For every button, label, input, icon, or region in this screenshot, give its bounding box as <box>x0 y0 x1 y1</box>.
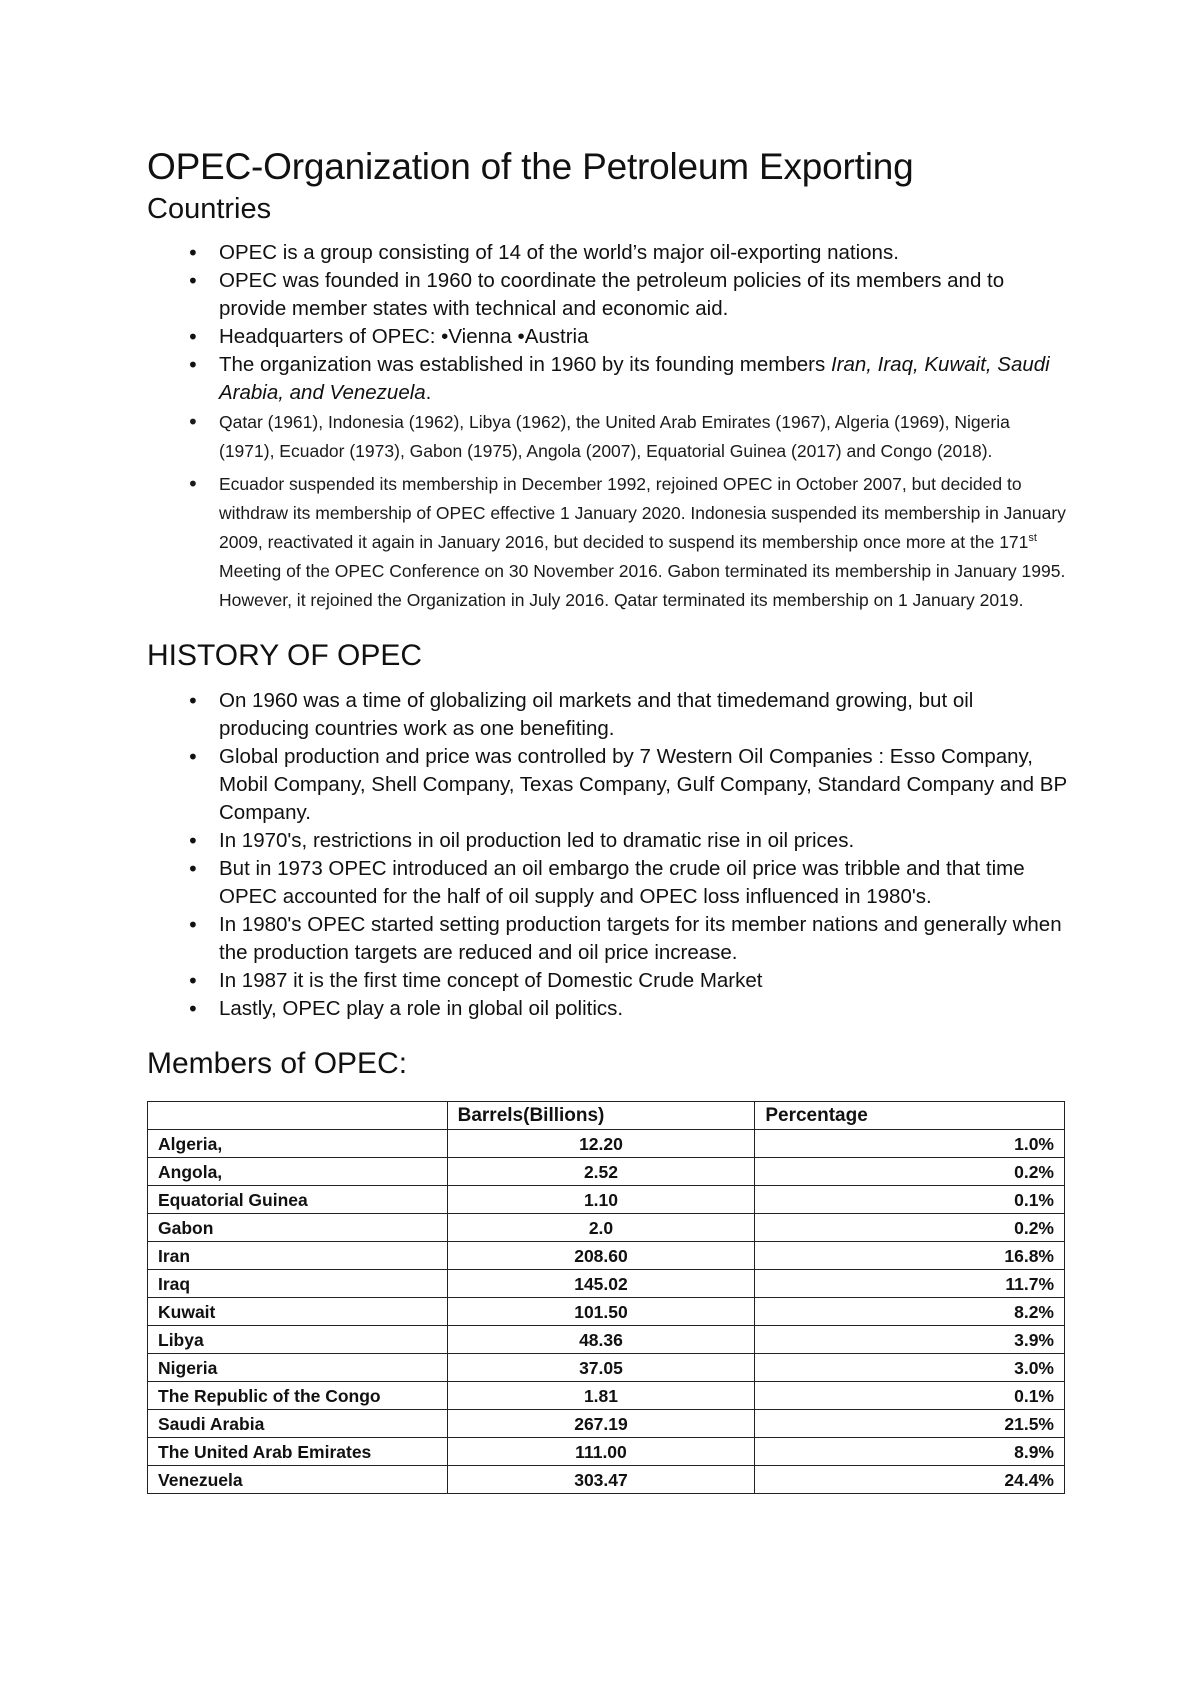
percentage-cell: 3.0% <box>755 1354 1065 1382</box>
barrels-cell: 1.81 <box>447 1382 755 1410</box>
founding-text: The organization was established in 1960 by its founding members <box>219 353 831 376</box>
list-item: • Global production and price was controlled by 7 Western Oil Companies : Esso Company, Mobil Company, Shell Company, Texas Company, Gulf Company, Standard Company and BP Company. <box>147 743 1067 827</box>
country-cell: Iran <box>148 1242 448 1270</box>
country-cell: Iraq <box>148 1270 448 1298</box>
table-row <box>148 1158 1065 1186</box>
country-cell: Equatorial Guinea <box>148 1186 448 1214</box>
percentage-cell: 3.9% <box>755 1326 1065 1354</box>
document-page <box>147 145 1067 1494</box>
table-row <box>148 1326 1065 1354</box>
barrels-cell: 37.05 <box>447 1354 755 1382</box>
table-row <box>148 1186 1065 1214</box>
barrels-cell: 2.52 <box>447 1158 755 1186</box>
list-item: • In 1980's OPEC started setting production targets for its member nations and generally when the production targets are reduced and oil price increase. <box>147 911 1067 967</box>
members-table <box>147 1101 1065 1494</box>
country-cell: Venezuela <box>148 1466 448 1494</box>
list-item: • Headquarters of OPEC: •Vienna •Austria <box>147 323 1067 351</box>
history-heading: HISTORY OF OPEC <box>147 639 423 672</box>
percentage-cell: 21.5% <box>755 1410 1065 1438</box>
table-header-row <box>148 1102 1065 1130</box>
list-item: • OPEC is a group consisting of 14 of the world’s major oil-exporting nations. <box>147 239 1067 267</box>
table-row <box>148 1242 1065 1270</box>
country-cell: Algeria, <box>148 1130 448 1158</box>
percentage-cell: 0.2% <box>755 1214 1065 1242</box>
header-percentage: Percentage <box>755 1102 1065 1130</box>
barrels-cell: 145.02 <box>447 1270 755 1298</box>
percentage-cell: 1.0% <box>755 1130 1065 1158</box>
country-cell: Nigeria <box>148 1354 448 1382</box>
barrels-cell: 111.00 <box>447 1438 755 1466</box>
document-title-continued: Countries <box>147 193 272 225</box>
list-item-founding <box>147 351 1067 407</box>
founding-end: . <box>425 381 432 404</box>
country-cell: Kuwait <box>148 1298 448 1326</box>
list-item-suspended <box>147 470 1067 615</box>
table-row <box>148 1466 1065 1494</box>
ordinal-suffix: st <box>1028 532 1037 545</box>
percentage-cell: 8.9% <box>755 1438 1065 1466</box>
suspended-text-2: Meeting of the OPEC Conference on 30 November 2016. Gabon terminated its membership in January 1995. However, it rejoined the Organization in July 2016. Qatar terminated its membership on 1 January 2019. <box>219 561 1066 610</box>
country-cell: The Republic of the Congo <box>148 1382 448 1410</box>
barrels-cell: 208.60 <box>447 1242 755 1270</box>
barrels-cell: 101.50 <box>447 1298 755 1326</box>
header-barrels: Barrels(Billions) <box>447 1102 755 1130</box>
table-row <box>148 1354 1065 1382</box>
table-row <box>148 1382 1065 1410</box>
percentage-cell: 16.8% <box>755 1242 1065 1270</box>
percentage-cell: 0.1% <box>755 1382 1065 1410</box>
members-heading: Members of OPEC: <box>147 1047 408 1080</box>
barrels-cell: 1.10 <box>447 1186 755 1214</box>
barrels-cell: 2.0 <box>447 1214 755 1242</box>
barrels-cell: 12.20 <box>447 1130 755 1158</box>
table-row <box>148 1410 1065 1438</box>
table-row <box>148 1270 1065 1298</box>
barrels-cell: 303.47 <box>447 1466 755 1494</box>
percentage-cell: 24.4% <box>755 1466 1065 1494</box>
list-item-joined: • Qatar (1961), Indonesia (1962), Libya (1962), the United Arab Emirates (1967), Algeria (1969), Nigeria (1971), Ecuador (1973), Gabon (1975), Angola (2007), Equatorial Guinea (2017) and Congo (2018). <box>147 408 1067 466</box>
table-row <box>148 1130 1065 1158</box>
percentage-cell: 8.2% <box>755 1298 1065 1326</box>
list-item: • In 1987 it is the first time concept of Domestic Crude Market <box>147 967 1067 995</box>
country-cell: Saudi Arabia <box>148 1410 448 1438</box>
table-row <box>148 1298 1065 1326</box>
suspended-text-1: Ecuador suspended its membership in December 1992, rejoined OPEC in October 2007, but decided to withdraw its membership of OPEC effective 1 January 2020. Indonesia suspended its membership in January 2009, reactivated it again in January 2016, but decided to suspend its membership once more at the 171 <box>219 474 1066 552</box>
percentage-cell: 0.2% <box>755 1158 1065 1186</box>
membership-list <box>147 408 1067 615</box>
country-cell: Gabon <box>148 1214 448 1242</box>
founding-members: Iran, Iraq, Kuwait, Saudi Arabia, and Venezuela <box>219 353 1050 404</box>
country-cell: Angola, <box>148 1158 448 1186</box>
intro-list <box>147 239 1067 407</box>
list-item: • On 1960 was a time of globalizing oil markets and that timedemand growing, but oil producing countries work as one benefiting. <box>147 687 1067 743</box>
list-item: • OPEC was founded in 1960 to coordinate the petroleum policies of its members and to provide member states with technical and economic aid. <box>147 267 1067 323</box>
country-cell: Libya <box>148 1326 448 1354</box>
table-row <box>148 1438 1065 1466</box>
table-row <box>148 1214 1065 1242</box>
list-item: • In 1970's, restrictions in oil production led to dramatic rise in oil prices. <box>147 827 1067 855</box>
list-item: • Lastly, OPEC play a role in global oil politics. <box>147 995 1067 1023</box>
table-body <box>148 1130 1065 1494</box>
barrels-cell: 267.19 <box>447 1410 755 1438</box>
header-country <box>148 1102 448 1130</box>
barrels-cell: 48.36 <box>447 1326 755 1354</box>
percentage-cell: 0.1% <box>755 1186 1065 1214</box>
country-cell: The United Arab Emirates <box>148 1438 448 1466</box>
history-list <box>147 687 1067 1023</box>
list-item: • But in 1973 OPEC introduced an oil embargo the crude oil price was tribble and that time OPEC accounted for the half of oil supply and OPEC loss influenced in 1980's. <box>147 855 1067 911</box>
document-title: OPEC-Organization of the Petroleum Exporting <box>147 146 914 187</box>
percentage-cell: 11.7% <box>755 1270 1065 1298</box>
